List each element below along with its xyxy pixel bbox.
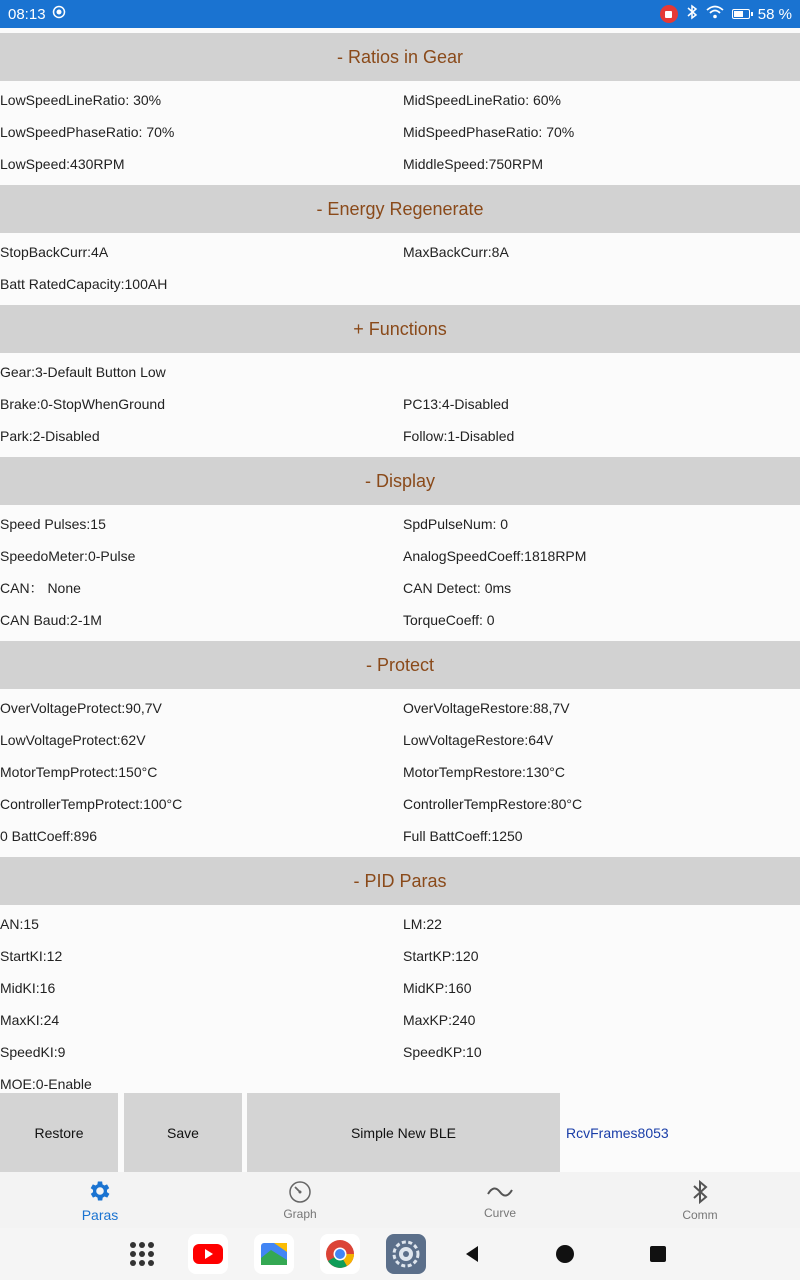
param-row xyxy=(0,84,800,116)
nav-tab-graph[interactable] xyxy=(200,1172,400,1228)
param-stop-back-curr[interactable]: StopBackCurr:4A xyxy=(0,244,109,260)
param-row xyxy=(0,1036,800,1068)
screen-record-icon xyxy=(660,5,678,23)
param-middle-speed[interactable]: MiddleSpeed:750RPM xyxy=(403,156,544,172)
param-row xyxy=(0,972,800,1004)
status-bar xyxy=(0,0,800,28)
param-row xyxy=(0,1004,800,1036)
param-can[interactable]: CAN： None xyxy=(0,580,81,596)
param-motor-temp-protect[interactable]: MotorTempProtect:150°C xyxy=(0,764,158,780)
param-row xyxy=(0,356,800,388)
back-icon[interactable] xyxy=(452,1234,492,1274)
param-max-back-curr[interactable]: MaxBackCurr:8A xyxy=(403,244,509,260)
gear-icon xyxy=(87,1178,113,1207)
param-motor-temp-restore[interactable]: MotorTempRestore:130°C xyxy=(403,764,565,780)
nav-label-comm: Comm xyxy=(682,1207,718,1222)
battery-icon xyxy=(732,9,750,19)
param-gear[interactable]: Gear:3-Default Button Low xyxy=(0,364,166,380)
param-over-voltage-protect[interactable]: OverVoltageProtect:90,7V xyxy=(0,700,162,716)
param-row xyxy=(0,940,800,972)
param-max-ki[interactable]: MaxKI:24 xyxy=(0,1012,60,1028)
section-body-protect xyxy=(0,689,800,857)
param-row xyxy=(0,540,800,572)
gauge-icon xyxy=(287,1180,313,1207)
param-row xyxy=(0,148,800,180)
wave-icon xyxy=(486,1181,514,1206)
section-body-ratios xyxy=(0,81,800,185)
nav-tab-comm[interactable] xyxy=(600,1172,800,1228)
section-body-pid xyxy=(0,905,800,1105)
home-icon[interactable] xyxy=(545,1234,585,1274)
param-over-voltage-restore[interactable]: OverVoltageRestore:88,7V xyxy=(403,700,570,716)
param-row xyxy=(0,116,800,148)
param-low-voltage-restore[interactable]: LowVoltageRestore:64V xyxy=(403,732,554,748)
param-batt-rated-capacity[interactable]: Batt RatedCapacity:100AH xyxy=(0,276,168,292)
param-row xyxy=(0,756,800,788)
param-start-kp[interactable]: StartKP:120 xyxy=(403,948,479,964)
param-brake[interactable]: Brake:0-StopWhenGround xyxy=(0,396,165,412)
param-row xyxy=(0,692,800,724)
param-row xyxy=(0,820,800,852)
param-mid-ki[interactable]: MidKI:16 xyxy=(0,980,56,996)
wifi-icon xyxy=(706,5,724,23)
param-row xyxy=(0,268,800,300)
param-follow[interactable]: Follow:1-Disabled xyxy=(403,428,515,444)
section-header-protect[interactable]: - Protect xyxy=(0,641,800,689)
section-header-display[interactable]: - Display xyxy=(0,457,800,505)
nav-tab-curve[interactable] xyxy=(400,1172,600,1228)
settings-icon[interactable] xyxy=(386,1234,426,1274)
param-low-voltage-protect[interactable]: LowVoltageProtect:62V xyxy=(0,732,146,748)
param-controller-temp-restore[interactable]: ControllerTempRestore:80°C xyxy=(403,796,583,812)
param-row xyxy=(0,604,800,636)
param-full-batt-coeff[interactable]: Full BattCoeff:1250 xyxy=(403,828,523,844)
param-row xyxy=(0,420,800,452)
section-body-display xyxy=(0,505,800,641)
app-drawer-icon[interactable] xyxy=(122,1234,162,1274)
nav-label-curve: Curve xyxy=(483,1205,516,1220)
param-lm[interactable]: LM:22 xyxy=(403,916,442,932)
param-start-ki[interactable]: StartKI:12 xyxy=(0,948,63,964)
rcv-frames-counter: RcvFrames8053 xyxy=(566,1124,669,1141)
param-row xyxy=(0,788,800,820)
param-row xyxy=(0,236,800,268)
param-an[interactable]: AN:15 xyxy=(0,916,39,932)
param-moe[interactable]: MOE:0-Enable xyxy=(0,1076,92,1092)
param-speed-pulses[interactable]: Speed Pulses:15 xyxy=(0,516,106,532)
screen-cast-icon xyxy=(52,5,66,23)
nav-label-graph: Graph xyxy=(283,1206,317,1221)
param-can-baud[interactable]: CAN Baud:2-1M xyxy=(0,612,102,628)
param-torque-coeff[interactable]: TorqueCoeff: 0 xyxy=(403,612,495,628)
param-row xyxy=(0,508,800,540)
section-header-functions[interactable]: + Functions xyxy=(0,305,800,353)
param-controller-temp-protect[interactable]: ControllerTempProtect:100°C xyxy=(0,796,183,812)
section-header-energy[interactable]: - Energy Regenerate xyxy=(0,185,800,233)
files-icon[interactable] xyxy=(254,1234,294,1274)
save-button[interactable]: Save xyxy=(124,1093,242,1172)
param-zero-batt-coeff[interactable]: 0 BattCoeff:896 xyxy=(0,828,98,844)
bluetooth-icon xyxy=(686,4,698,24)
param-park[interactable]: Park:2-Disabled xyxy=(0,428,100,444)
section-body-functions xyxy=(0,353,800,457)
param-max-kp[interactable]: MaxKP:240 xyxy=(403,1012,476,1028)
param-analog-speed-coeff[interactable]: AnalogSpeedCoeff:1818RPM xyxy=(403,548,587,564)
recents-icon[interactable] xyxy=(638,1234,678,1274)
param-row xyxy=(0,724,800,756)
param-mid-speed-line-ratio[interactable]: MidSpeedLineRatio: 60% xyxy=(403,92,561,108)
section-header-pid[interactable]: - PID Paras xyxy=(0,857,800,905)
bottom-nav xyxy=(0,1172,800,1228)
system-nav-bar xyxy=(0,1228,800,1280)
section-body-energy xyxy=(0,233,800,305)
param-row xyxy=(0,388,800,420)
param-mid-kp[interactable]: MidKP:160 xyxy=(403,980,472,996)
nav-label-paras: Paras xyxy=(81,1206,119,1223)
battery-percent: 58 % xyxy=(757,5,792,23)
param-speed-ki[interactable]: SpeedKI:9 xyxy=(0,1044,66,1060)
youtube-icon[interactable] xyxy=(188,1234,228,1274)
chrome-icon[interactable] xyxy=(320,1234,360,1274)
param-can-detect[interactable]: CAN Detect: 0ms xyxy=(403,580,512,596)
parameter-list[interactable] xyxy=(0,33,800,1105)
action-bar xyxy=(0,1093,800,1172)
param-speedometer[interactable]: SpeedoMeter:0-Pulse xyxy=(0,548,136,564)
param-mid-speed-phase-ratio[interactable]: MidSpeedPhaseRatio: 70% xyxy=(403,124,575,140)
param-row xyxy=(0,572,800,604)
section-header-ratios[interactable]: - Ratios in Gear xyxy=(0,33,800,81)
bluetooth-icon xyxy=(690,1179,710,1208)
nav-tab-paras[interactable] xyxy=(0,1172,200,1228)
param-low-speed-line-ratio[interactable]: LowSpeedLineRatio: 30% xyxy=(0,92,162,108)
param-spd-pulse-num[interactable]: SpdPulseNum: 0 xyxy=(403,516,509,532)
param-low-speed[interactable]: LowSpeed:430RPM xyxy=(0,156,125,172)
param-pc13[interactable]: PC13:4-Disabled xyxy=(403,396,509,412)
param-speed-kp[interactable]: SpeedKP:10 xyxy=(403,1044,482,1060)
restore-button[interactable]: Restore xyxy=(0,1093,118,1172)
status-time: 08:13 xyxy=(8,5,46,23)
simple-new-ble-button[interactable]: Simple New BLE xyxy=(247,1093,560,1172)
param-row xyxy=(0,908,800,940)
param-low-speed-phase-ratio[interactable]: LowSpeedPhaseRatio: 70% xyxy=(0,124,175,140)
